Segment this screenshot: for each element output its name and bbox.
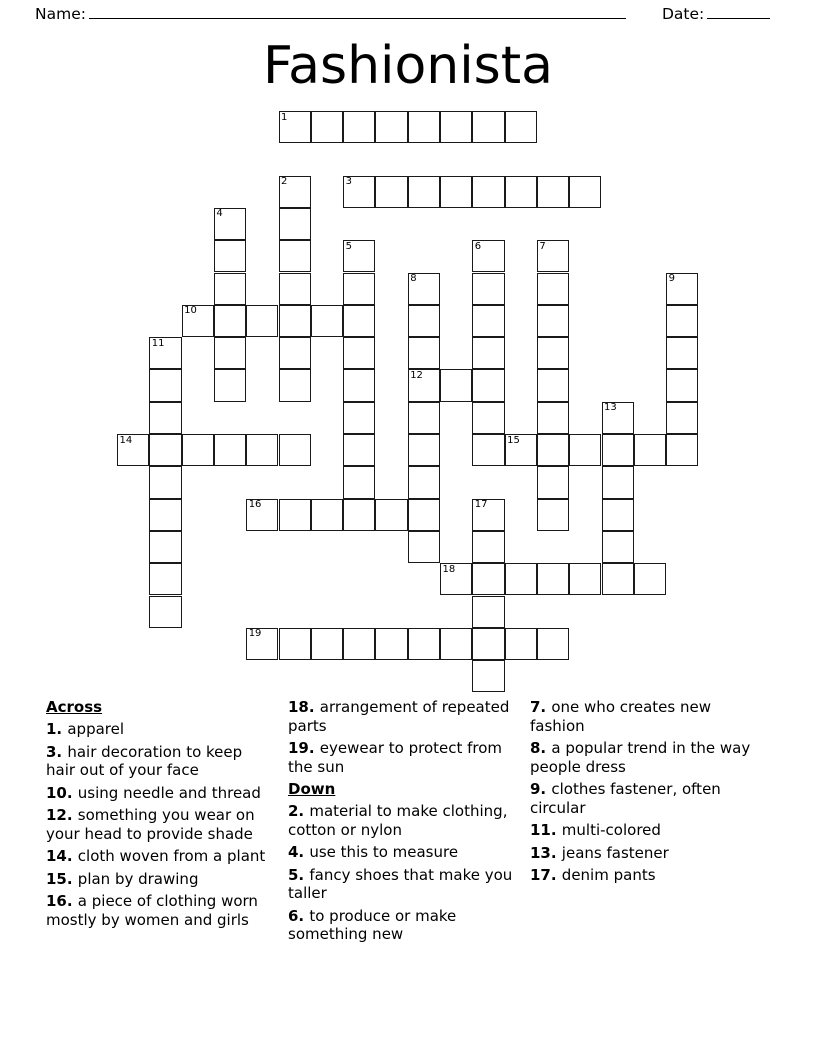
grid-cell[interactable] [343, 273, 375, 305]
grid-cell[interactable] [537, 176, 569, 208]
clue-item-text: apparel [67, 720, 125, 738]
grid-cell[interactable] [311, 111, 343, 143]
grid-cell[interactable] [602, 402, 634, 434]
clue-item-number: 14. [46, 847, 78, 865]
clue-item [46, 743, 274, 780]
date-label: Date: [661, 5, 705, 23]
clue-number-9: 9 [668, 273, 675, 284]
clue-number-11: 11 [151, 337, 165, 349]
clue-item [46, 870, 274, 889]
grid-cell[interactable] [440, 176, 472, 208]
grid-cell[interactable] [149, 369, 181, 401]
grid-cell[interactable] [472, 176, 504, 208]
clue-item [288, 802, 518, 839]
grid-cell[interactable] [634, 434, 666, 466]
grid-cell[interactable] [408, 466, 440, 498]
grid-cell[interactable] [472, 628, 504, 660]
grid-cell[interactable] [214, 337, 246, 369]
grid-cell[interactable] [408, 111, 440, 143]
clue-item [530, 821, 762, 840]
clue-number-3: 3 [345, 176, 352, 188]
grid-cell[interactable] [537, 337, 569, 369]
grid-cell[interactable] [246, 305, 278, 337]
grid-cell[interactable] [602, 466, 634, 498]
grid-cell[interactable] [472, 596, 504, 628]
grid-cell[interactable] [537, 273, 569, 305]
grid-cell[interactable] [343, 628, 375, 660]
grid-cell[interactable] [472, 111, 504, 143]
grid-cell[interactable] [408, 369, 440, 401]
grid-cell[interactable] [214, 305, 246, 337]
clue-number-4: 4 [216, 208, 223, 220]
clue-item [46, 892, 274, 929]
grid-cell[interactable] [214, 273, 246, 305]
grid-cell[interactable] [214, 240, 246, 272]
grid-cell[interactable] [472, 240, 504, 272]
clue-column-1 [46, 698, 274, 933]
grid-cell[interactable] [666, 434, 698, 466]
clue-item-number: 16. [46, 892, 78, 910]
grid-cell[interactable] [408, 176, 440, 208]
grid-cell[interactable] [343, 305, 375, 337]
grid-cell[interactable] [408, 402, 440, 434]
clue-item [530, 780, 762, 817]
clue-item [288, 698, 518, 735]
grid-cell[interactable] [311, 499, 343, 531]
clue-item-number: 12. [46, 806, 78, 824]
grid-cell[interactable] [505, 111, 537, 143]
clue-item-text: denim pants [561, 866, 656, 884]
grid-cell[interactable] [279, 176, 311, 208]
clue-item-number: 18. [288, 698, 320, 716]
grid-cell[interactable] [279, 628, 311, 660]
clue-item-text: hair decoration to keep hair out of your face [46, 742, 243, 779]
clue-item [288, 739, 518, 776]
clue-number-7: 7 [539, 240, 546, 252]
grid-cell[interactable] [602, 563, 634, 595]
grid-cell[interactable] [375, 176, 407, 208]
grid-cell[interactable] [472, 337, 504, 369]
grid-cell[interactable] [343, 402, 375, 434]
grid-cell[interactable] [214, 208, 246, 240]
grid-cell[interactable] [602, 434, 634, 466]
clue-item-number: 3. [46, 742, 68, 761]
clue-item [288, 866, 518, 903]
grid-cell[interactable] [149, 402, 181, 434]
grid-cell[interactable] [408, 434, 440, 466]
grid-cell[interactable] [246, 499, 278, 531]
grid-cell[interactable] [375, 499, 407, 531]
grid-cell[interactable] [149, 596, 181, 628]
clue-number-8: 8 [410, 273, 417, 284]
clue-item-number: 1. [46, 720, 68, 738]
grid-cell[interactable] [279, 208, 311, 240]
grid-cell[interactable] [569, 434, 601, 466]
clue-item [530, 698, 762, 735]
grid-cell[interactable] [343, 176, 375, 208]
grid-cell[interactable] [149, 499, 181, 531]
clue-number-2: 2 [281, 176, 288, 188]
clue-number-18: 18 [442, 563, 456, 575]
clue-item-number: 5. [288, 865, 310, 884]
clue-item-number: 6. [288, 906, 310, 925]
grid-cell[interactable] [408, 305, 440, 337]
grid-cell[interactable] [440, 628, 472, 660]
grid-cell[interactable] [408, 628, 440, 660]
clue-item [46, 720, 274, 739]
grid-cell[interactable] [537, 240, 569, 272]
clue-item [46, 847, 274, 866]
grid-cell[interactable] [149, 531, 181, 563]
clue-number-6: 6 [474, 240, 482, 252]
grid-cell[interactable] [537, 369, 569, 401]
grid-cell[interactable] [408, 531, 440, 563]
grid-cell[interactable] [246, 628, 278, 660]
grid-cell[interactable] [279, 111, 311, 143]
clue-number-19: 19 [248, 628, 262, 640]
grid-cell[interactable] [472, 369, 504, 401]
grid-cell[interactable] [279, 434, 311, 466]
grid-cell[interactable] [279, 273, 311, 305]
clue-number-14: 14 [119, 434, 133, 446]
clue-item [288, 907, 518, 944]
grid-cell[interactable] [602, 499, 634, 531]
clue-number-10: 10 [184, 305, 197, 317]
clue-item-text: cloth woven from a plant [77, 847, 266, 865]
clue-item [288, 843, 518, 862]
clue-item-text: something you wear on your head to provide shade [46, 806, 255, 843]
grid-cell[interactable] [343, 111, 375, 143]
clue-item-number: 17. [530, 866, 562, 884]
clue-item-text: jeans fastener [561, 843, 669, 862]
clue-item-text: multi-colored [561, 821, 661, 839]
grid-cell[interactable] [343, 337, 375, 369]
grid-cell[interactable] [214, 434, 246, 466]
clue-item-text: fancy shoes that make you taller [288, 865, 513, 902]
name-label: Name: [35, 5, 86, 23]
grid-cell[interactable] [408, 499, 440, 531]
clue-item-number: 19. [288, 739, 320, 757]
grid-cell[interactable] [505, 563, 537, 595]
grid-cell[interactable] [569, 563, 601, 595]
clue-item-number: 2. [288, 802, 310, 820]
grid-cell[interactable] [537, 305, 569, 337]
grid-cell[interactable] [311, 305, 343, 337]
grid-cell[interactable] [279, 337, 311, 369]
grid-cell[interactable] [149, 337, 181, 369]
clue-item [530, 739, 762, 776]
clue-item-text: a popular trend in the way people dress [530, 739, 751, 776]
clue-item-number: 9. [530, 780, 552, 798]
grid-cell[interactable] [472, 305, 504, 337]
clue-number-15: 15 [507, 434, 520, 446]
grid-cell[interactable] [408, 273, 440, 305]
down-heading: Down [288, 780, 336, 798]
clue-number-17: 17 [474, 499, 488, 511]
grid-cell[interactable] [311, 628, 343, 660]
grid-cell[interactable] [246, 434, 278, 466]
grid-cell[interactable] [343, 369, 375, 401]
grid-cell[interactable] [149, 434, 181, 466]
clue-item-number: 11. [530, 821, 562, 839]
clue-number-5: 5 [345, 240, 352, 252]
clue-item [46, 784, 274, 803]
clue-item-number: 10. [46, 783, 78, 802]
grid-cell[interactable] [569, 176, 601, 208]
clue-lists [0, 698, 816, 998]
grid-cell[interactable] [343, 466, 375, 498]
grid-cell[interactable] [279, 369, 311, 401]
clue-item-text: using needle and thread [77, 783, 261, 802]
clue-item-text: one who creates new fashion [530, 698, 711, 735]
grid-cell[interactable] [537, 628, 569, 660]
grid-cell[interactable] [214, 369, 246, 401]
grid-cell[interactable] [472, 660, 504, 692]
grid-cell[interactable] [375, 628, 407, 660]
grid-cell[interactable] [602, 531, 634, 563]
grid-cell[interactable] [666, 305, 698, 337]
grid-cell[interactable] [182, 305, 214, 337]
grid-cell[interactable] [666, 369, 698, 401]
grid-cell[interactable] [666, 402, 698, 434]
clue-column-2 [288, 698, 518, 948]
clue-item-text: material to make clothing, cotton or nylon [288, 802, 508, 839]
grid-cell[interactable] [343, 434, 375, 466]
clue-item-text: a piece of clothing worn mostly by women and girls [46, 892, 258, 929]
grid-cell[interactable] [375, 111, 407, 143]
grid-cell[interactable] [472, 563, 504, 595]
clue-item-text: use this to measure [309, 843, 459, 861]
grid-cell[interactable] [149, 563, 181, 595]
clue-item [530, 844, 762, 863]
clue-number-13: 13 [604, 402, 617, 414]
grid-cell[interactable] [537, 402, 569, 434]
clue-item-number: 13. [530, 843, 562, 862]
clue-item-number: 7. [530, 698, 552, 716]
grid-cell[interactable] [472, 434, 504, 466]
grid-cell[interactable] [666, 273, 698, 305]
grid-cell[interactable] [472, 499, 504, 531]
clue-item-number: 15. [46, 869, 78, 888]
grid-cell[interactable] [537, 434, 569, 466]
grid-cell[interactable] [505, 628, 537, 660]
grid-cell[interactable] [343, 240, 375, 272]
clue-item-text: plan by drawing [77, 869, 199, 888]
clue-item-text: arrangement of repeated parts [288, 698, 510, 735]
clue-item-number: 8. [530, 739, 552, 757]
grid-cell[interactable] [408, 337, 440, 369]
across-heading: Across [46, 698, 103, 716]
grid-cell[interactable] [472, 273, 504, 305]
grid-cell[interactable] [279, 305, 311, 337]
page-title: Fashionista [262, 36, 554, 96]
clue-item-text: to produce or make something new [288, 906, 457, 943]
grid-cell[interactable] [537, 563, 569, 595]
clue-column-3 [530, 698, 762, 889]
grid-cell[interactable] [279, 499, 311, 531]
clue-number-12: 12 [410, 369, 423, 381]
clue-item [46, 806, 274, 843]
grid-cell[interactable] [117, 434, 149, 466]
clue-item-number: 4. [288, 843, 310, 861]
grid-cell[interactable] [537, 466, 569, 498]
grid-cell[interactable] [440, 563, 472, 595]
grid-cell[interactable] [279, 240, 311, 272]
grid-cell[interactable] [343, 499, 375, 531]
clue-item [530, 866, 762, 885]
grid-cell[interactable] [440, 369, 472, 401]
clue-item-text: eyewear to protect from the sun [288, 739, 503, 776]
grid-cell[interactable] [472, 531, 504, 563]
grid-cell[interactable] [440, 111, 472, 143]
grid-cell[interactable] [505, 434, 537, 466]
grid-cell[interactable] [666, 337, 698, 369]
grid-cell[interactable] [634, 563, 666, 595]
grid-cell[interactable] [149, 466, 181, 498]
grid-cell[interactable] [182, 434, 214, 466]
grid-cell[interactable] [505, 176, 537, 208]
clue-number-1: 1 [281, 111, 288, 123]
grid-cell[interactable] [537, 499, 569, 531]
grid-cell[interactable] [472, 402, 504, 434]
clue-item-text: clothes fastener, often circular [530, 780, 721, 817]
clue-number-16: 16 [248, 499, 262, 511]
